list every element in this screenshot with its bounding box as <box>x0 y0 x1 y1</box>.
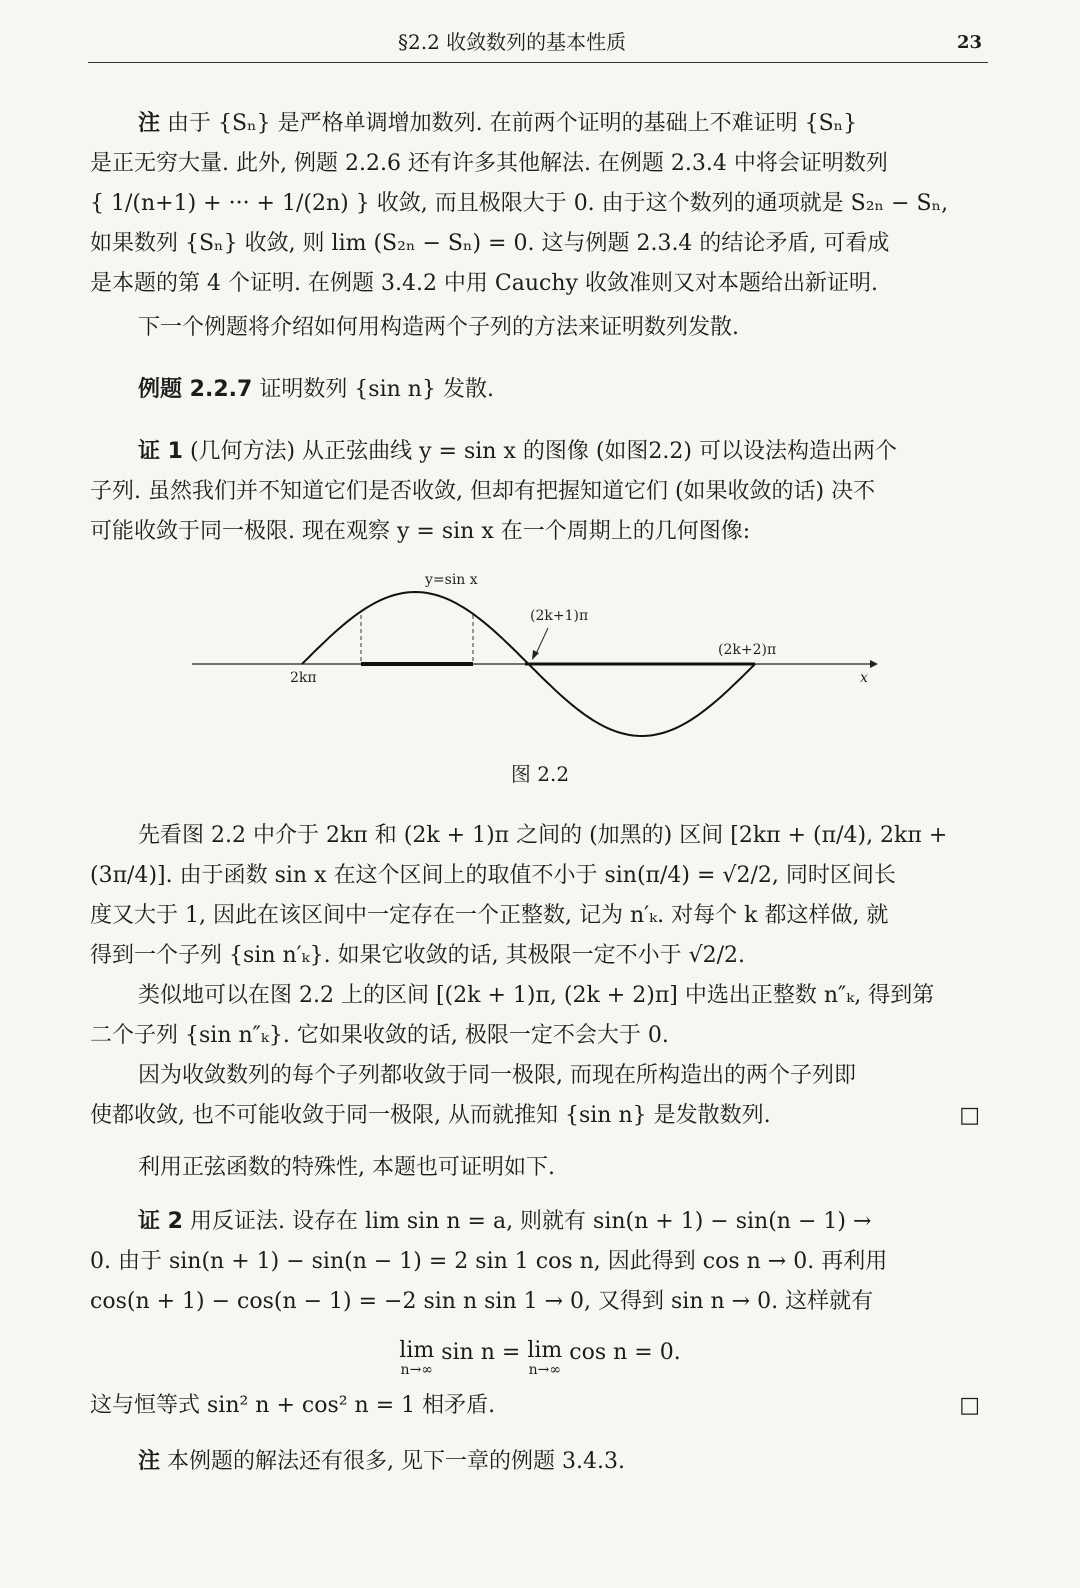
note-paragraph <box>90 104 980 304</box>
note-2-label: 注 <box>138 1449 161 1474</box>
proof-1-label: 证 1 <box>138 439 183 464</box>
qed-mark-2: □ <box>959 1393 980 1418</box>
proof-2-line-2: 0. 由于 sin(n + 1) − sin(n − 1) = 2 sin 1 cos n, 因此得到 cos n → 0. 再利用 <box>90 1249 888 1274</box>
curve-label: y=sin x <box>425 572 478 588</box>
label-2k2pi: (2k+2)π <box>718 642 777 658</box>
equation-part-2: cos n = 0. <box>569 1340 681 1365</box>
paragraph-conclusion <box>90 1056 980 1136</box>
para2-line-2: (3π/4)]. 由于函数 sin x 在这个区间上的取值不小于 sin(π/4) = √2/2, 同时区间长 <box>90 863 896 888</box>
page-number: 23 <box>956 32 982 53</box>
para3-line-1: 类似地可以在图 2.2 上的区间 [(2k + 1)π, (2k + 2)π] 中选出正整数 n″ₖ, 得到第 <box>138 983 935 1008</box>
proof-1-paragraph <box>90 432 980 552</box>
qed-mark-1: □ <box>959 1103 980 1128</box>
proof-1-line-1: (几何方法) 从正弦曲线 y = sin x 的图像 (如图2.2) 可以设法构造出两个 <box>189 439 897 464</box>
note-2-text: 本例题的解法还有很多, 见下一章的例题 3.4.3. <box>167 1449 625 1474</box>
example-label: 例题 2.2.7 <box>138 377 253 402</box>
note-line-2: 是正无穷大量. 此外, 例题 2.2.6 还有许多其他解法. 在例题 2.3.4 中将会证明数列 <box>90 151 888 176</box>
paragraph-first-subsequence <box>90 816 980 976</box>
note-line-5: 是本题的第 4 个证明. 在例题 3.4.2 中用 Cauchy 收敛准则又对本题给出新证明. <box>90 271 878 296</box>
sine-figure <box>180 560 900 760</box>
proof-2-label: 证 2 <box>138 1209 183 1234</box>
x-axis-arrow <box>870 660 878 668</box>
para3-line-2: 二个子列 {sin n″ₖ}. 它如果收敛的话, 极限一定不会大于 0. <box>90 1023 669 1048</box>
note-line-1: 由于 {Sₙ} 是严格单调增加数列. 在前两个证明的基础上不难证明 {Sₙ} <box>167 111 858 136</box>
proof-2-line-3: cos(n + 1) − cos(n − 1) = −2 sin n sin 1 → 0, 又得到 sin n → 0. 这样就有 <box>90 1289 874 1314</box>
paragraph-second-subsequence <box>90 976 980 1056</box>
proof-2-paragraph <box>90 1202 980 1322</box>
figure-caption: 图 2.2 <box>510 762 570 786</box>
lim-sub-1: n→∞ <box>400 1362 433 1378</box>
running-header <box>88 22 988 63</box>
limit-operator-1 <box>399 1340 434 1378</box>
example-statement <box>90 370 980 410</box>
section-title: §2.2 收敛数列的基本性质 <box>398 30 627 54</box>
para2-line-1: 先看图 2.2 中介于 2kπ 和 (2k + 1)π 之间的 (加黑的) 区间 [2kπ + (π/4), 2kπ + <box>138 823 948 848</box>
contradiction-line: 这与恒等式 sin² n + cos² n = 1 相矛盾. <box>90 1393 496 1418</box>
note-label: 注 <box>138 111 161 136</box>
limit-operator-2 <box>527 1340 562 1378</box>
equation-part-1: sin n = <box>441 1340 521 1365</box>
display-equation <box>0 1340 1080 1378</box>
label-2k1pi: (2k+1)π <box>530 608 589 624</box>
lim-text-2: lim <box>527 1338 563 1363</box>
para2-line-3: 度又大于 1, 因此在该区间中一定存在一个正整数, 记为 n′ₖ. 对每个 k 都这样做, 就 <box>90 903 889 928</box>
lim-text-1: lim <box>399 1338 435 1363</box>
closing-note <box>90 1442 980 1482</box>
intro-paragraph: 下一个例题将介绍如何用构造两个子列的方法来证明数列发散. <box>138 315 739 340</box>
lim-sub-2: n→∞ <box>528 1362 561 1378</box>
paragraph-transition: 利用正弦函数的特殊性, 本题也可证明如下. <box>138 1155 555 1180</box>
pointer-arrow <box>535 628 548 656</box>
para2-line-4: 得到一个子列 {sin n′ₖ}. 如果它收敛的话, 其极限一定不小于 √2/2. <box>90 943 746 968</box>
pointer-arrowhead <box>532 650 539 660</box>
example-text: 证明数列 {sin n} 发散. <box>259 377 494 402</box>
note-line-4: 如果数列 {Sₙ} 收敛, 则 lim (S₂ₙ − Sₙ) = 0. 这与例题 2.3.4 的结论矛盾, 可看成 <box>90 231 890 256</box>
para4-line-2: 使都收敛, 也不可能收敛于同一极限, 从而就推知 {sin n} 是发散数列. <box>90 1103 771 1128</box>
para4-line-1: 因为收敛数列的每个子列都收敛于同一极限, 而现在所构造出的两个子列即 <box>138 1063 856 1088</box>
x-axis-label: x <box>860 670 868 686</box>
label-2kpi: 2kπ <box>290 670 317 686</box>
proof-1-line-3: 可能收敛于同一极限. 现在观察 y = sin x 在一个周期上的几何图像: <box>90 519 751 544</box>
note-line-3: { 1/(n+1) + ··· + 1/(2n) } 收敛, 而且极限大于 0. 由于这个数列的通项就是 S₂ₙ − Sₙ, <box>90 191 949 216</box>
proof-1-line-2: 子列. 虽然我们并不知道它们是否收敛, 但却有把握知道它们 (如果收敛的话) 决不 <box>90 479 876 504</box>
proof-2-line-1: 用反证法. 设存在 lim sin n = a, 则就有 sin(n + 1) − sin(n − 1) → <box>189 1209 872 1234</box>
